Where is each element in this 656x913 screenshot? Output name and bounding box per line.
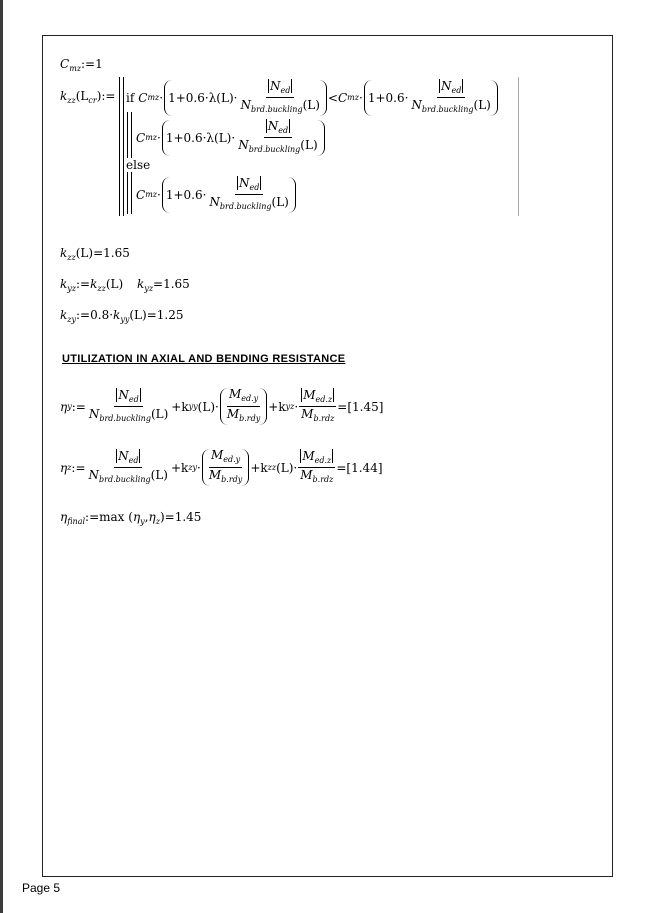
kyz-definition: $k_{yz}:=k_{zz}(L)$ $k_{yz}=1.65$ bbox=[60, 277, 190, 293]
eta-y-equation: η y := $\frac{N_{ed}}{N_{brd.buckling}(L)}$ +k yy (L)· $\frac{M_{ed.y}}{M_{b.rdy}}$ +k yz · $\frac{M_{ed.z}}{M_{b.rdz}}$ = [1.45] bbox=[60, 387, 384, 423]
eta-final-equation: $\eta_{final}:=\max$ $(\eta_y,\eta_z)=1.45$ bbox=[60, 510, 202, 526]
cmz-definition: $C_{mz}:=1$ bbox=[60, 57, 103, 73]
program-bracket-else bbox=[127, 172, 132, 214]
program-bracket-if bbox=[127, 112, 132, 158]
if-branch-expression: C mz · 1+0.6· λ(L)· $\frac{N_{ed}}{N_{brd.buckling}(L)}$ bbox=[136, 120, 326, 156]
eta-z-equation: η z := $\frac{N_{ed}}{N_{brd.buckling}(L)}$ +k zy · $\frac{M_{ed.y}}{M_{b.rdy}}$ +k zz (L)· $\frac{M_{ed.z}}{M_{b.rdz}}$ = [1.44] bbox=[60, 448, 383, 484]
program-bracket-right bbox=[518, 77, 519, 216]
if-condition: if C mz · 1+0.6· λ(L)· $\frac{N_{ed}}{N_{brd.buckling}(L)}$ < C mz · 1+0.6· $\frac{N_{ed}}{N_{brd.buckling}(L)}$ bbox=[126, 80, 499, 116]
else-keyword: else bbox=[126, 158, 151, 172]
page-number: Page 5 bbox=[22, 881, 61, 895]
kzz-result: $k_{zz}(L)=1.65$ bbox=[60, 246, 130, 262]
else-branch-expression: C mz · 1+0.6· $\frac{N_{ed}}{N_{brd.buckling}(L)}$ bbox=[136, 177, 297, 213]
left-edge-bar bbox=[0, 0, 3, 913]
program-bracket-outer bbox=[119, 77, 124, 216]
kzy-definition: $k_{zy}:=0.8\cdot k_{yy}(L)=1.25$ bbox=[60, 308, 184, 324]
kzz-program-lhs: $k_{zz}(L_{cr}):=$ bbox=[60, 89, 116, 105]
section-heading: UTILIZATION IN AXIAL AND BENDING RESISTANCE bbox=[62, 353, 346, 365]
